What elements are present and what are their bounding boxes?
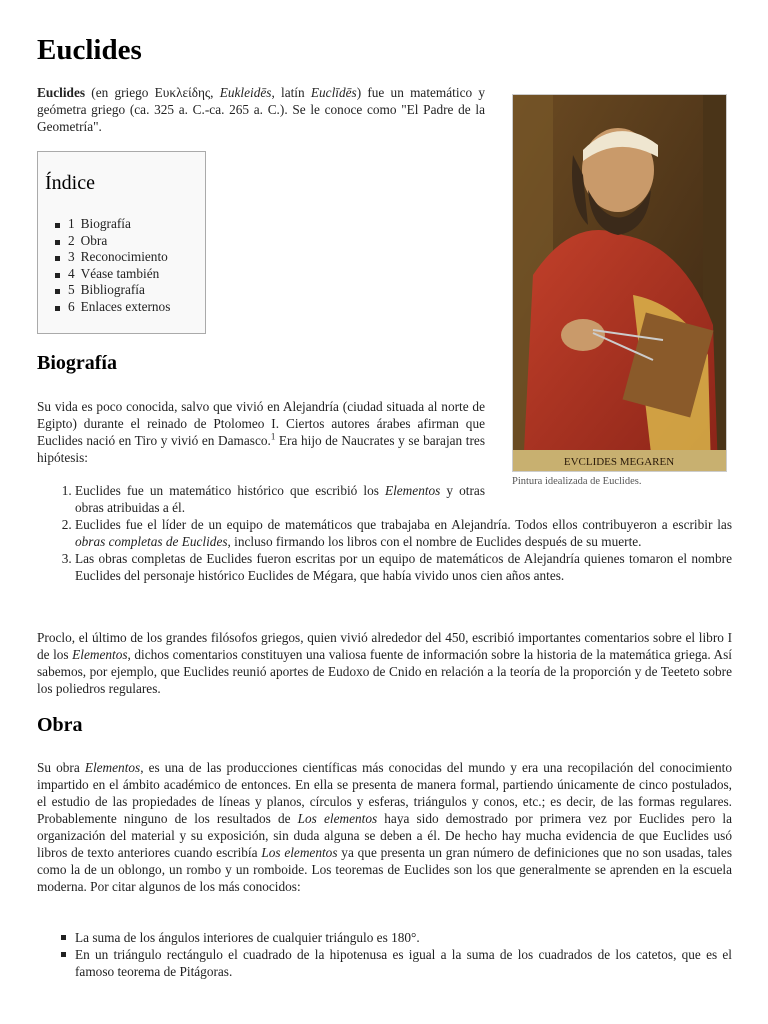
toc-number: 1	[68, 216, 75, 231]
latin-name: Euclīdēs	[310, 85, 357, 100]
toc-heading: Índice	[45, 172, 95, 194]
text-run: Las obras completas de Euclides fueron escritas por un equipo de matemáticos de Alejandría quienes tomaron el nombre Euclides del personaje histórico Euclides de Mégara, que había vivido unos cien años antes.	[75, 551, 732, 583]
toc-number: 3	[68, 249, 75, 264]
list-item: En un triángulo rectángulo el cuadrado de la hipotenusa es igual a la suma de los cuadrados de los catetos, que es el famoso teorema de Pitágoras.	[75, 947, 732, 979]
intro-text-1: (en griego Ευκλείδης,	[85, 85, 220, 100]
toc-link[interactable]: Véase también	[80, 265, 160, 281]
toc-link[interactable]: Bibliografía	[80, 282, 145, 297]
toc-number: 2	[68, 232, 75, 248]
text-run: Su obra	[37, 760, 85, 775]
toc-item-enlaces-externos[interactable]	[68, 299, 170, 316]
greek-name: Eukleidēs	[219, 85, 272, 100]
text-run: ya que presenta un gran número de definiciones que no son usadas, tales como la de un oblongo, un rombo y un romboide. Los teoremas de Euclides son los que generalmente se aprenden en la escuela moderna. Por citar algunos de los más conocidos:	[37, 845, 732, 894]
list-item	[75, 550, 732, 584]
text-run: Euclides fue el líder de un equipo de matemáticos que trabajaba en Alejandría. Todos ellos contribuyeron a escribir las	[75, 517, 732, 532]
euclid-portrait-image[interactable]	[512, 94, 727, 472]
text-run: , es una de las producciones científicas más conocidas del mundo y era una recopilación del conocimiento impartido en el ámbito académico de entonces. En ella se presenta de manera formal, partiendo únicamente de cinco postulados, el estudio de las propiedades de líneas y planos, círculos y esferas, triángulos y conos, etc.; es decir, de las formas regulares. Probablemente ninguno de los resultados de	[37, 760, 732, 826]
toc-link[interactable]: Reconocimiento	[80, 249, 168, 264]
subject-name: Euclides	[37, 85, 86, 100]
text-italic: Los elementos	[297, 811, 378, 826]
list-item	[75, 516, 732, 550]
toc-number: 6	[68, 298, 75, 314]
text-italic: Elementos	[72, 647, 128, 662]
text-run: Era hijo de Naucrates y se barajan tres hipótesis:	[37, 433, 485, 465]
text-italic: Los elementos	[261, 845, 338, 860]
text-run: y otras obras atribuidas a él.	[75, 483, 485, 515]
text-run: , incluso firmando los libros con el nombre de Euclides después de su muerte.	[227, 534, 642, 549]
toc-link[interactable]: Obra	[80, 232, 108, 248]
page-title: Euclides	[37, 34, 142, 66]
biografia-paragraph-2	[37, 629, 732, 697]
theorems-list	[37, 929, 732, 980]
text-run: Euclides fue un matemático histórico que escribió los	[75, 483, 385, 498]
toc-link[interactable]: Enlaces externos	[80, 298, 171, 314]
portrait-inscription: EVCLIDES MEGAREN	[563, 456, 675, 468]
text-run: haya sido demostrado por primera vez por Euclides pero la organización del material y su exposición, sin duda alguna se deben a él. De hecho hay mucha evidencia de que Euclides usó libros de texto anteriores cuando escribía	[37, 811, 732, 860]
text-italic: Elementos	[384, 483, 441, 498]
toc-link[interactable]: Biografía	[80, 216, 131, 231]
section-heading-biografia: Biografía	[37, 352, 117, 374]
list-item: La suma de los ángulos interiores de cualquier triángulo es 180°.	[75, 929, 732, 946]
toc-list	[68, 216, 170, 315]
intro-paragraph	[37, 84, 485, 135]
figure-caption: Pintura idealizada de Euclides.	[512, 476, 642, 487]
text-italic: obras completas de Euclides	[75, 534, 228, 549]
section-heading-obra: Obra	[37, 714, 83, 736]
table-of-contents	[37, 151, 206, 334]
toc-item-vease-tambien[interactable]	[68, 266, 170, 283]
obra-paragraph	[37, 759, 732, 895]
text-run: Proclo, el último de los grandes filósofos griegos, quien vivió alrededor del 450, escribió importantes comentarios sobre el libro I de los	[37, 630, 732, 662]
portrait-figure	[512, 94, 727, 488]
intro-text-2: , latín	[271, 85, 311, 100]
reference-link[interactable]: 1	[270, 431, 276, 442]
text-italic: Elementos	[84, 760, 141, 775]
toc-item-bibliografia[interactable]	[68, 282, 170, 299]
text-run: Su vida es poco conocida, salvo que vivió en Alejandría (ciudad situada al norte de Egipto) durante el reinado de Ptolomeo I. Ciertos autores árabes afirman que Euclides nació en Tiro y vivió en Damasco.	[37, 399, 485, 448]
text-run: , dichos comentarios constituyen una valiosa fuente de información sobre la historia de la matemática griega. Así sabemos, por ejemplo, que Euclides reunió aportes de Eudoxo de Cnido en relación a la teoría de la proporción y de Teeteto sobre los poliedros regulares.	[37, 647, 732, 696]
hypotheses-list	[37, 482, 732, 584]
toc-number: 4	[68, 265, 75, 281]
intro-text-3: ) fue un matemático y geómetra griego (ca. 325 a. C.-ca. 265 a. C.). Se le conoce como "El Padre de la Geometría".	[37, 85, 485, 134]
toc-item-reconocimiento[interactable]	[68, 249, 170, 266]
toc-number: 5	[68, 282, 75, 297]
toc-item-obra[interactable]	[68, 233, 170, 250]
list-item	[75, 482, 485, 516]
biografia-paragraph-1	[37, 398, 485, 466]
toc-item-biografia[interactable]	[68, 216, 170, 233]
